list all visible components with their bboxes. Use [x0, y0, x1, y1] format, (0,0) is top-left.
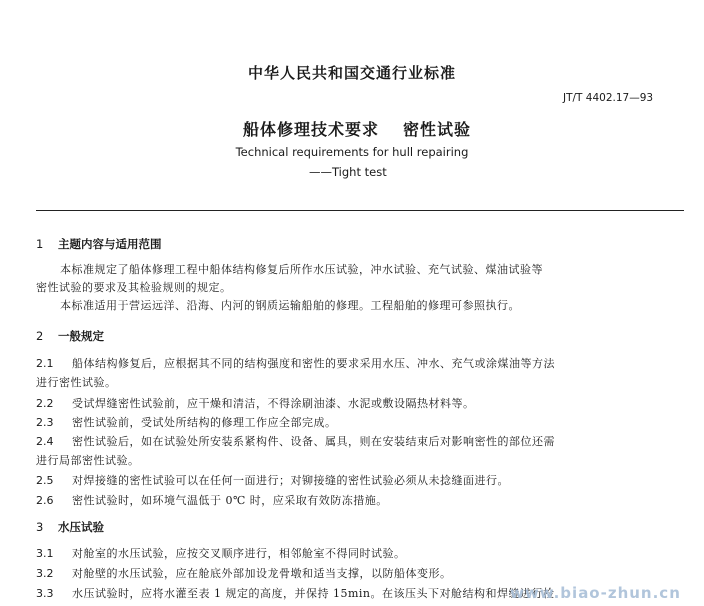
clause-line	[36, 414, 337, 430]
clause-line	[36, 395, 475, 411]
paragraph-line: 密性试验的要求及其检验规则的规定。	[36, 281, 232, 294]
clause-text: 密性试验前，受试处所结构的修理工作应全部完成。	[72, 416, 337, 429]
clause-number: 3.2	[36, 567, 54, 580]
clause-number: 2.6	[36, 494, 54, 507]
section-heading	[36, 519, 104, 535]
clause-line	[36, 472, 509, 488]
clause-text: 船体结构修复后，应根据其不同的结构强度和密性的要求采用水压、冲水、充气或涂煤油等方法	[72, 357, 555, 370]
english-subtitle: ——Tight test	[309, 165, 387, 179]
clause-text: 进行局部密性试验。	[36, 454, 140, 467]
clause-number: 2.4	[36, 435, 54, 448]
clause-number: 2.2	[36, 397, 54, 410]
main-subtitle-text: 密性试验	[403, 120, 472, 139]
clause-line	[36, 565, 452, 581]
clause-number: 3.3	[36, 587, 54, 600]
section-number: 2	[36, 329, 44, 343]
main-title-text: 船体修理技术要求	[243, 120, 380, 139]
clause-text: 对焊接缝的密性试验可以在任何一面进行；对铆接缝的密性试验必须从未捻缝面进行。	[72, 474, 509, 487]
clause-text: 密性试验后，如在试验处所安装系紧构件、设备、属具，则在安装结束后对影响密性的部位还需	[72, 435, 555, 448]
clause-line	[36, 374, 117, 390]
section-number: 3	[36, 520, 44, 534]
header-divider	[36, 210, 684, 211]
section-heading	[36, 236, 162, 252]
main-title	[243, 117, 471, 140]
clause-line	[36, 355, 555, 371]
clause-line	[36, 433, 555, 449]
clause-line	[36, 492, 388, 508]
clause-number: 2.3	[36, 416, 54, 429]
clause-text: 对舱壁的水压试验，应在舱底外部加设龙骨墩和适当支撑，以防船体变形。	[72, 567, 452, 580]
section-number: 1	[36, 237, 44, 251]
clause-line	[36, 452, 140, 468]
clause-text: 密性试验时，如环境气温低于 0℃ 时，应采取有效防冻措施。	[72, 494, 388, 507]
clause-number: 2.1	[36, 357, 54, 370]
clause-text: 水压试验时，应将水灌至表 1 规定的高度，并保持 15min。在该压头下对舱结构和焊缝进行检	[72, 587, 555, 600]
clause-number: 3.1	[36, 547, 54, 560]
clause-text: 进行密性试验。	[36, 376, 117, 389]
watermark: www.biao-zhun.cn	[510, 584, 681, 602]
section-title: 水压试验	[58, 520, 104, 534]
clause-number: 2.5	[36, 474, 54, 487]
english-title: Technical requirements for hull repairing	[235, 145, 469, 159]
clause-text: 受试焊缝密性试验前，应干燥和清洁，不得涂刷油漆、水泥或敷设隔热材料等。	[72, 397, 475, 410]
clause-line	[36, 585, 555, 601]
clause-text: 对舱室的水压试验，应按交叉顺序进行，相邻舱室不得同时试验。	[72, 547, 406, 560]
section-title: 一般规定	[58, 329, 104, 343]
document-title: 中华人民共和国交通行业标准	[247, 64, 456, 82]
standard-number: JT/T 4402.17—93	[563, 92, 654, 104]
clause-line	[36, 545, 406, 561]
paragraph-line: 本标准适用于营运远洋、沿海、内河的钢质运输船舶的修理。工程船舶的修理可参照执行。	[60, 299, 520, 312]
section-heading	[36, 328, 104, 344]
paragraph-line: 本标准规定了船体修理工程中船体结构修复后所作水压试验，冲水试验、充气试验、煤油试验等	[60, 263, 543, 276]
section-title: 主题内容与适用范围	[58, 237, 162, 251]
